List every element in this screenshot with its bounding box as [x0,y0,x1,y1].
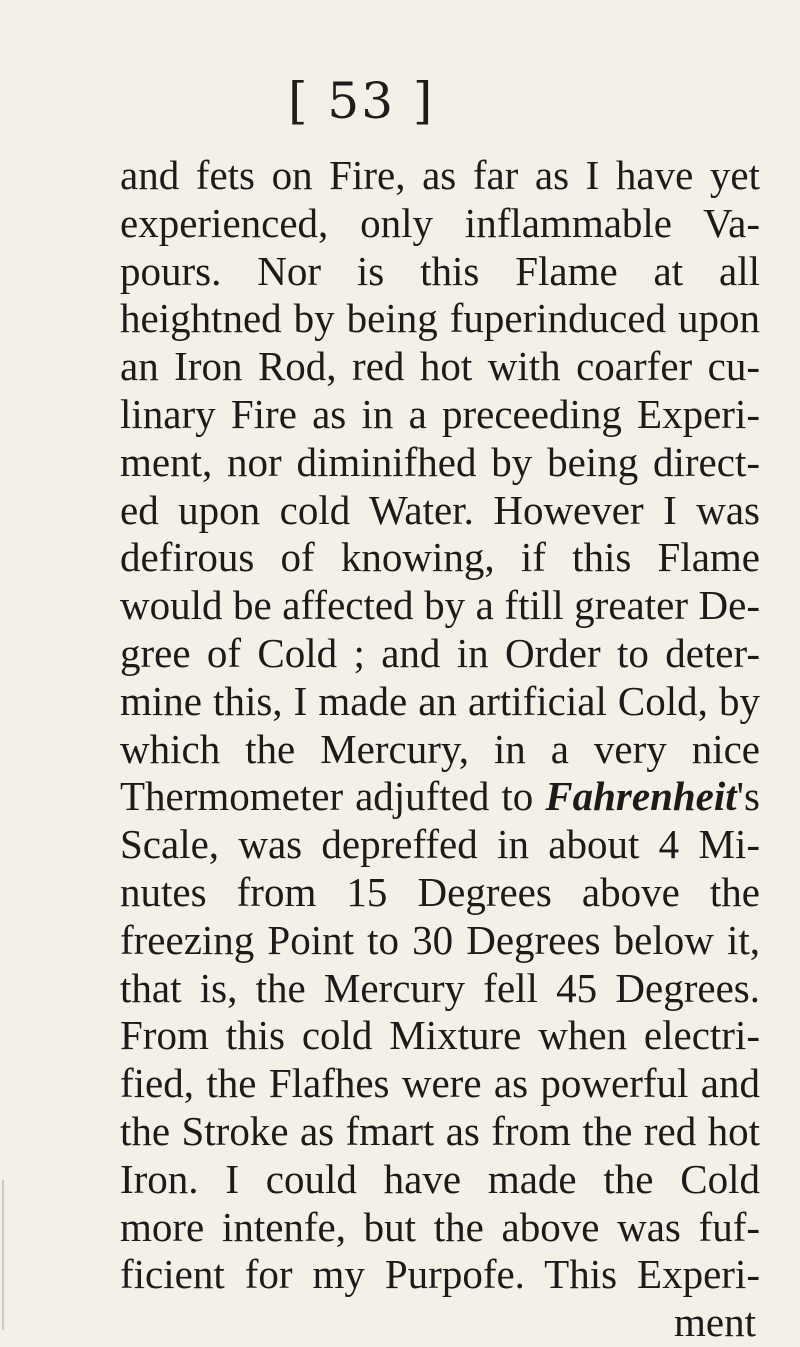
text-line: Scale, was depreffed in about 4 Mi- [120,821,760,868]
text-fragment: Thermometer adjufted to [120,773,546,820]
text-line: and fets on Fire, as far as I have yet [120,152,760,198]
text-line: From this cold Mixture when electri- [120,1012,760,1059]
text-line: mine this, I made an artificial Cold, by [120,677,760,724]
text-line: heightned by being fuperinduced upon [120,295,760,342]
text-line: ficient for my Purpofe. This Experi- [120,1251,760,1298]
text-line: would be affected by a ftill greater De- [120,582,760,629]
catchword: ment [674,1299,756,1346]
text-line: freezing Point to 30 Degrees below it, [120,916,760,963]
possessive-suffix: 's [736,773,760,820]
body-text [120,152,760,1347]
text-line: nutes from 15 Degrees above the [120,868,760,915]
text-line: fied, the Flafhes were as powerful and [120,1060,760,1107]
text-line: linary Fire as in a preceeding Experi- [120,390,760,437]
text-line: gree of Cold ; and in Order to deter- [120,629,760,676]
text-line: defirous of knowing, if this Flame [120,534,760,581]
text-line-with-italic [120,773,760,821]
text-line: an Iron Rod, red hot with coarfer cu- [120,343,760,390]
text-line: which the Mercury, in a very nice [120,725,760,772]
text-line: pours. Nor is this Flame at all [120,247,760,294]
text-line: more intenfe, but the above was fuf- [120,1203,760,1250]
page-edge-mark [2,1180,4,1330]
text-line: experienced, only inflammable Va- [120,199,760,246]
text-line: the Stroke as fmart as from the red hot [120,1107,760,1154]
text-line: Iron. I could have made the Cold [120,1155,760,1202]
text-line: ment, nor diminifhed by being direct- [120,438,760,485]
text-line: ed upon cold Water. However I was [120,486,760,533]
italic-name: Fahrenheit [545,773,737,820]
text-line: that is, the Mercury fell 45 Degrees. [120,964,760,1011]
page-number: [ 53 ] [288,72,435,130]
